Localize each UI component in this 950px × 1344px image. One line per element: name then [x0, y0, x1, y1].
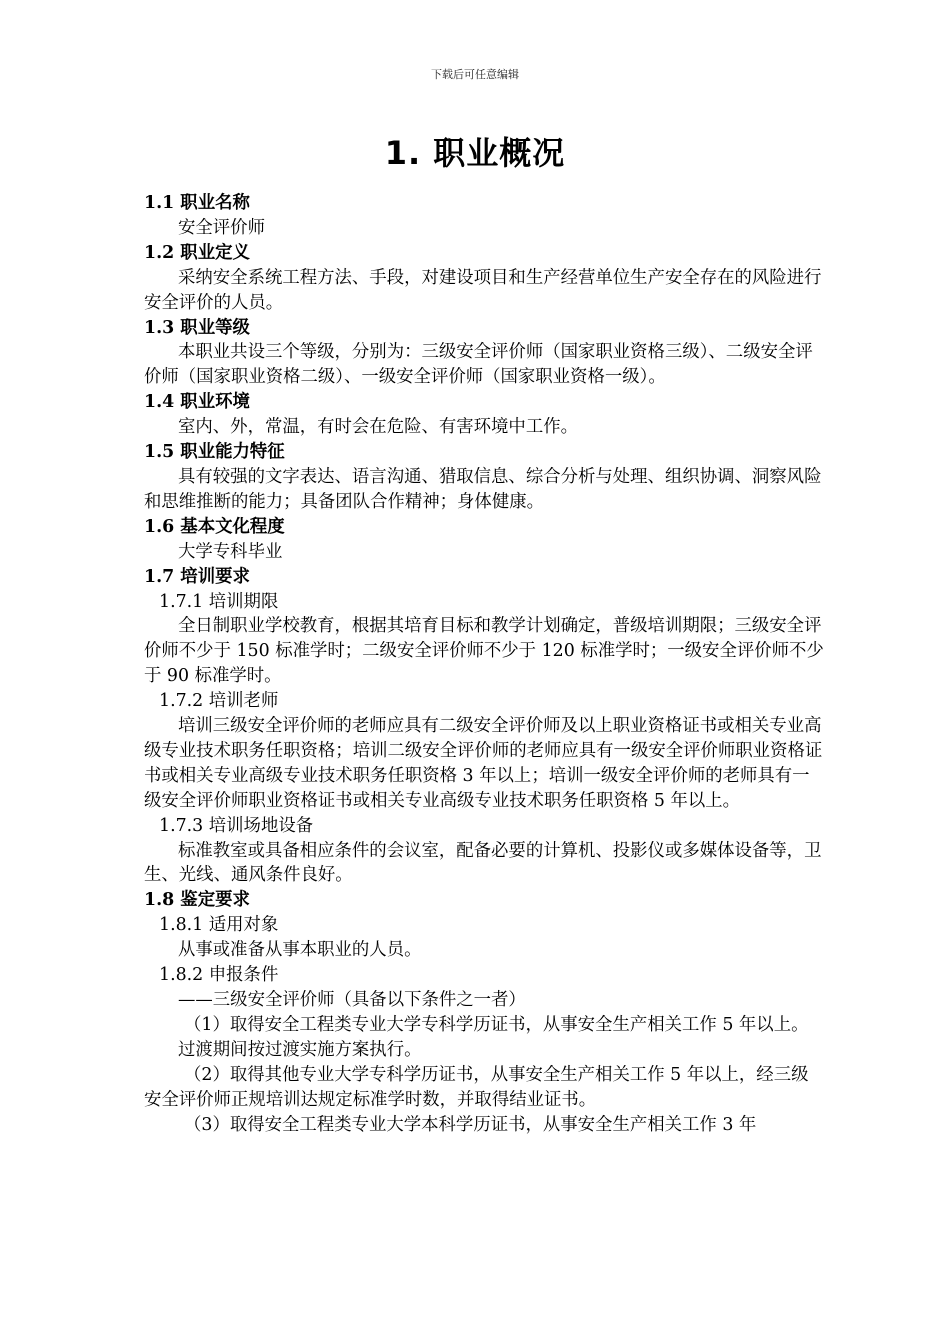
section-heading: 1.7 培训要求: [144, 566, 250, 587]
section-heading: 1.3 职业等级: [144, 317, 250, 338]
paragraph: 全日制职业学校教育，根据其培育目标和教学计划确定，普级培训期限；三级安全评价师不少于 150 标准学时；二级安全评价师不少于 120 标准学时；一级安全评价师不少于 90 标准学时。: [144, 616, 824, 687]
subsection-heading: 1.7.2 培训老师: [159, 691, 279, 712]
list-paragraph: （3）取得安全工程类专业大学本科学历证书，从事安全生产相关工作 3 年: [184, 1114, 757, 1135]
subsection-heading: 1.7.1 培训期限: [159, 591, 279, 612]
subsection-heading: 1.7.3 培训场地设备: [159, 815, 314, 836]
list-paragraph: （2）取得其他专业大学专科学历证书，从事安全生产相关工作 5 年以上，经三级安全评价师正规培训达规定标准学时数，并取得结业证书。: [144, 1064, 809, 1110]
paragraph: 从事或准备从事本职业的人员。: [178, 940, 422, 961]
list-paragraph: （1）取得安全工程类专业大学专科学历证书，从事安全生产相关工作 5 年以上。: [184, 1014, 809, 1035]
paragraph: ——三级安全评价师（具备以下条件之一者）: [178, 990, 526, 1010]
paragraph: 安全评价师: [178, 217, 265, 238]
document-body: [144, 191, 824, 1137]
paragraph: 采纳安全系统工程方法、手段，对建设项目和生产经营单位生产安全存在的风险进行安全评价的人员。: [144, 267, 822, 313]
page-header: 下载后可任意编辑: [431, 68, 519, 81]
page-title: 1. 职业概况: [384, 134, 566, 172]
section-heading: 1.2 职业定义: [144, 242, 250, 263]
subsection-heading: 1.8.1 适用对象: [159, 915, 279, 936]
paragraph: 大学专科毕业: [178, 541, 283, 562]
section-heading: 1.4 职业环境: [144, 392, 250, 413]
paragraph: 室内、外，常温，有时会在危险、有害环境中工作。: [178, 417, 578, 438]
section-heading: 1.8 鉴定要求: [144, 890, 250, 911]
subsection-heading: 1.8.2 申报条件: [159, 965, 279, 986]
paragraph: 本职业共设三个等级，分别为：三级安全评价师（国家职业资格三级）、二级安全评价师（国家职业资格二级）、一级安全评价师（国家职业资格一级）。: [144, 342, 813, 388]
paragraph: 培训三级安全评价师的老师应具有二级安全评价师及以上职业资格证书或相关专业高级专业技术职务任职资格；培训二级安全评价师的老师应具有一级安全评价师职业资格证书或相关专业高级专业技术职务任职资格 3 年以上；培训一级安全评价师的老师具有一级安全评价师职业资格证书或相关专业高级专业技术职务任职资格 5 年以上。: [144, 716, 823, 811]
section-heading: 1.5 职业能力特征: [144, 442, 285, 463]
paragraph: 具有较强的文字表达、语言沟通、猎取信息、综合分析与处理、组织协调、洞察风险和思维推断的能力；具备团队合作精神；身体健康。: [144, 466, 822, 512]
section-heading: 1.1 职业名称: [144, 193, 250, 213]
paragraph: 过渡期间按过渡实施方案执行。: [178, 1039, 422, 1060]
section-heading: 1.6 基本文化程度: [144, 516, 285, 537]
paragraph: 标准教室或具备相应条件的会议室，配备必要的计算机、投影仪或多媒体设备等，卫生、光线、通风条件良好。: [144, 840, 822, 886]
